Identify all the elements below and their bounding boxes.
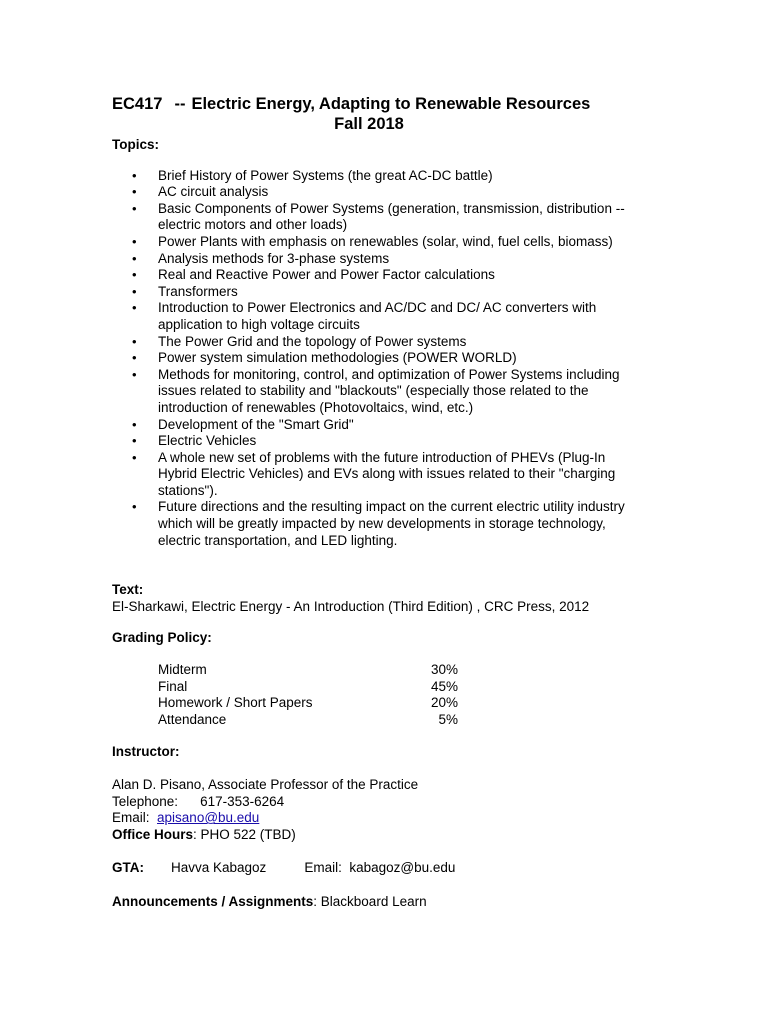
topic-text: Power Plants with emphasis on renewables (solar, wind, fuel cells, biomass) (158, 233, 613, 249)
topic-text: Methods for monitoring, control, and optimization of Power Systems including issues related to stability and "blackouts" (especially those related to the introduction of renewables (Photovoltaics, wind, etc.) (158, 366, 620, 415)
topic-text: Introduction to Power Electronics and AC/DC and DC/ AC converters with application to high voltage circuits (158, 300, 597, 332)
bullet-icon: • (132, 250, 137, 266)
bullet-icon: • (132, 233, 137, 249)
bullet-icon: • (132, 433, 137, 449)
bullet-icon: • (132, 267, 137, 283)
topic-text: The Power Grid and the topology of Power systems (158, 333, 467, 349)
topic-item (112, 300, 638, 333)
topic-item (112, 350, 638, 367)
bullet-icon: • (132, 366, 137, 382)
topic-text: Basic Components of Power Systems (generation, transmission, distribution -- electric motors and other loads) (158, 200, 625, 233)
announcements-line (112, 894, 652, 911)
bullet-icon: • (132, 283, 137, 299)
course-title: Electric Energy, Adapting to Renewable Resources (191, 95, 591, 113)
topic-item (112, 450, 638, 500)
topic-item (112, 201, 638, 234)
topic-item (112, 284, 638, 301)
gta-email: kabagoz@bu.edu (349, 860, 456, 876)
course-term: Fall 2018 (334, 115, 404, 133)
announcements-label: Announcements / Assignments (112, 893, 314, 909)
announcements-value: : Blackboard Learn (313, 893, 427, 909)
course-code: EC417 (112, 95, 163, 113)
instructor-email-link[interactable]: apisano@bu.edu (157, 810, 260, 826)
bullet-icon: • (132, 167, 137, 183)
text-section (112, 582, 652, 615)
textbook-citation: El-Sharkawi, Electric Energy - An Introduction (Third Edition) , CRC Press, 2012 (112, 598, 590, 614)
gta-line (112, 860, 652, 877)
bullet-icon: • (132, 333, 137, 349)
grading-percent: 5% (438, 711, 458, 727)
topic-item (112, 334, 638, 351)
topic-text: AC circuit analysis (158, 184, 269, 200)
topic-text: Real and Reactive Power and Power Factor calculations (158, 267, 495, 283)
course-heading (112, 94, 652, 114)
topic-text: Future directions and the resulting impact on the current electric utility industry which will be greatly impacted by new developments in storage technology, electric transportation, and LED lighting. (158, 499, 625, 548)
telephone-label: Telephone: (112, 793, 179, 809)
gta-name: Havva Kabagoz (171, 860, 267, 876)
bullet-icon: • (132, 350, 137, 366)
title-separator: -- (174, 95, 186, 113)
syllabus-document (112, 94, 652, 911)
gta-label: GTA: (112, 860, 144, 876)
grading-table (158, 662, 458, 728)
office-hours-line (112, 827, 652, 844)
bullet-icon: • (132, 499, 137, 515)
grading-percent: 30% (430, 662, 458, 678)
table-row (158, 679, 458, 696)
topic-text: Brief History of Power Systems (the great AC-DC battle) (158, 167, 493, 183)
topic-text: Power system simulation methodologies (POWER WORLD) (158, 350, 517, 366)
grading-item: Final (158, 678, 188, 694)
bullet-icon: • (132, 300, 137, 316)
table-row (158, 695, 458, 712)
topic-item (112, 417, 638, 434)
topics-label: Topics: (112, 137, 159, 152)
instructor-label: Instructor: (112, 744, 180, 760)
grading-item: Midterm (158, 662, 207, 678)
grading-item: Homework / Short Papers (158, 695, 313, 711)
table-row (158, 662, 458, 679)
topic-item (112, 184, 638, 201)
topics-list (112, 168, 652, 550)
topic-text: A whole new set of problems with the future introduction of PHEVs (Plug-In Hybrid Electric Vehicles) and EVs along with issues related to their "charging stations"). (158, 449, 616, 498)
topic-text: Development of the "Smart Grid" (158, 416, 354, 432)
instructor-email-line (112, 810, 652, 827)
instructor-name: Alan D. Pisano, Associate Professor of the Practice (112, 777, 419, 792)
topic-item (112, 168, 638, 185)
email-label: Email: (112, 810, 150, 826)
grading-percent: 45% (430, 678, 458, 694)
text-label: Text: (112, 582, 144, 598)
table-row (158, 712, 458, 729)
grading-percent: 20% (430, 695, 458, 711)
telephone-number: 617-353-6264 (200, 793, 285, 809)
topic-item (112, 251, 638, 268)
instructor-info (112, 777, 652, 843)
topic-item (112, 499, 638, 549)
office-hours-label: Office Hours (112, 826, 194, 842)
topic-item (112, 433, 638, 450)
gta-email-label: Email: (304, 860, 342, 876)
bullet-icon: • (132, 200, 137, 216)
instructor-telephone-line (112, 794, 652, 811)
bullet-icon: • (132, 449, 137, 465)
bullet-icon: • (132, 184, 137, 200)
topic-item (112, 234, 638, 251)
topic-text: Electric Vehicles (158, 433, 257, 449)
topic-text: Transformers (158, 283, 238, 299)
grading-item: Attendance (158, 711, 227, 727)
topic-item (112, 267, 638, 284)
bullet-icon: • (132, 416, 137, 432)
topic-text: Analysis methods for 3-phase systems (158, 250, 390, 266)
office-hours-value: : PHO 522 (TBD) (193, 826, 296, 842)
topic-item (112, 367, 638, 417)
grading-policy-label: Grading Policy: (112, 630, 212, 646)
